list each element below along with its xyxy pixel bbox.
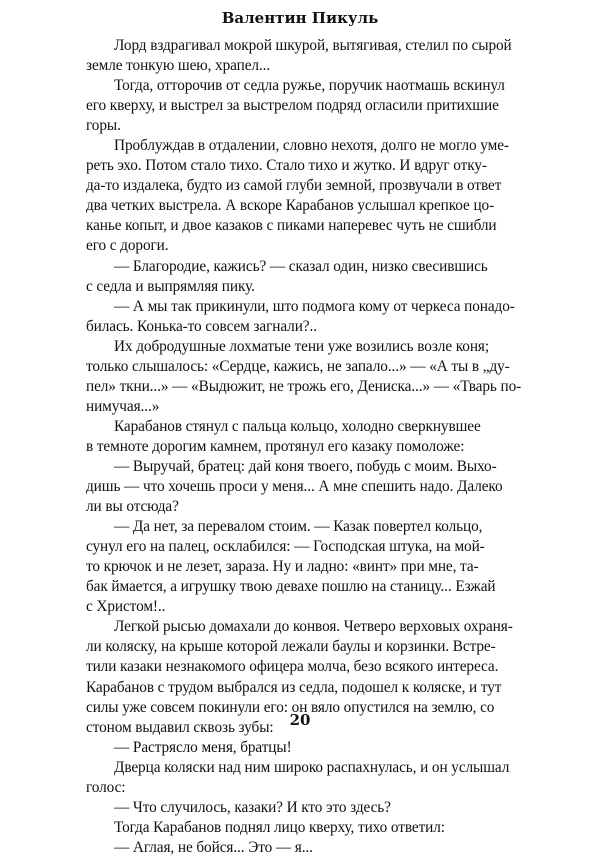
text-line: Тогда, отторочив от седла ружье, поручик наотмашь вскинул [114, 77, 505, 95]
text-line: Тогда Карабанов поднял лицо кверху, тихо ответил: [114, 818, 445, 836]
text-line: ли вы отсюда? [86, 498, 179, 516]
text-line: Дверца коляски над ним широко распахнулась, и он услышал [114, 758, 510, 776]
text-line: тили казаки незнакомого офицера молча, безо всякого интереса. [86, 658, 499, 676]
text-line: — А мы так прикинули, што подмога кому от черкеса понадо- [114, 297, 515, 315]
body-text [86, 36, 532, 858]
text-line: — Что случилось, казаки? И кто это здесь? [114, 798, 391, 816]
text-line: сунул его на палец, осклабился: — Господская штука, на мой- [86, 538, 485, 556]
text-line: — Благородие, кажись? — сказал один, низко свесившись [114, 257, 488, 275]
text-line: в темноте дорогим камнем, протянул его казаку помоложе: [86, 437, 465, 455]
text-line: голос: [86, 778, 126, 796]
text-line: Карабанов стянул с пальца кольцо, холодно сверкнувшее [114, 417, 481, 435]
text-line: — Растрясло меня, братцы! [114, 738, 292, 756]
text-line: да-то издалека, будто из самой глуби земной, прозвучали в ответ [86, 177, 502, 195]
text-line: только слышалось: «Сердце, кажись, не запало...» — «А ты в „ду- [86, 357, 510, 375]
text-line: дишь — что хочешь проси у меня... А мне спешить надо. Далеко [86, 478, 503, 496]
text-line: два четких выстрела. А вскоре Карабанов услышал крепкое цо- [86, 197, 495, 215]
text-line: Карабанов с трудом выбрался из седла, подошел к коляске, и тут [86, 678, 502, 696]
text-line: его с дороги. [86, 237, 169, 255]
text-line: земле тонкую шею, храпел... [86, 57, 271, 75]
page-number: 20 [289, 711, 311, 729]
text-line: — Выручай, братец: дай коня твоего, побудь с моим. Выхо- [114, 457, 497, 475]
text-line: горы. [86, 117, 121, 135]
running-head: Валентин Пикуль [221, 9, 379, 27]
text-line: ли коляску, на крыше которой лежали баулы и корзинки. Встре- [86, 638, 496, 656]
text-line: Проблуждав в отдалении, словно нехотя, долго не могло уме- [114, 137, 509, 155]
text-line: то крючок и не лезет, зараза. Ну и ладно: «винт» при мне, та- [86, 558, 479, 576]
text-line: — Да нет, за перевалом стоим. — Казак повертел кольцо, [114, 518, 483, 536]
text-line: реть эхо. Потом стало тихо. Стало тихо и жутко. И вдруг отку- [86, 157, 487, 175]
text-line: Их добродушные лохматые тени уже возились возле коня; [114, 337, 490, 355]
text-line: Легкой рысью домахали до конвоя. Четверо верховых охраня- [114, 618, 513, 636]
text-line: билась. Конька-то совсем загнали?.. [86, 317, 317, 335]
text-line: силы уже совсем покинули его: он вяло опустился на землю, со [86, 698, 495, 716]
text-line: нимучая...» [86, 397, 160, 415]
text-line: — Аглая, не бойся... Это — я... [114, 838, 313, 856]
text-line: Лорд вздрагивал мокрой шкурой, вытягивая, стелил по сырой [114, 37, 512, 54]
text-line: с Христом!.. [86, 598, 166, 616]
text-line: бак ймается, а игрушку твою девахе пошлю на станицу... Езжай [86, 578, 496, 596]
text-line: пел» ткни...» — «Выдюжит, не трожь его, Дениска...» — «Тварь по- [86, 377, 522, 395]
text-line: стоном выдавил сквозь зубы: [86, 718, 274, 736]
text-line: его кверху, и выстрел за выстрелом подряд огласили притихшие [86, 97, 499, 115]
text-line: с седла и выпрямляя пику. [86, 277, 255, 295]
text-line: канье копыт, и двое казаков с пиками наперевес чуть не сшибли [86, 217, 497, 235]
